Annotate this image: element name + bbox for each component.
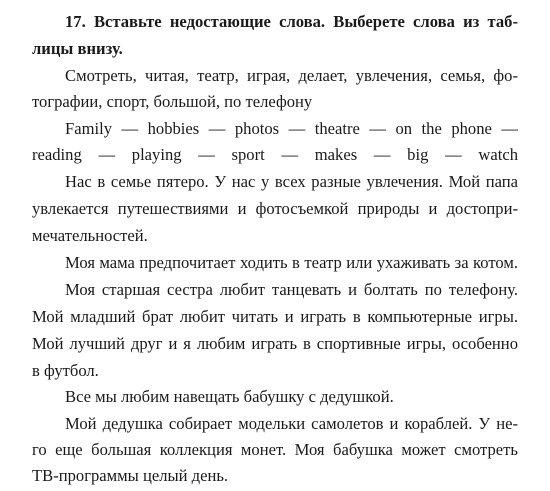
- text-line-6: Мой младший брат любит читать и играть в компьютерные игры.: [32, 307, 518, 326]
- exercise-heading-line-1: 17. Вставьте недостающие слова. Выберете слова из таб-: [65, 12, 518, 31]
- word-bank-en-line-2: reading — playing — sport — makes — big — watch: [32, 145, 518, 164]
- text-line-11: го еще большая коллекция монет. Моя бабушка может смотреть: [32, 440, 518, 459]
- text-line-2: увлекается путешествиями и фотосъемкой природы и достопри-: [32, 199, 518, 218]
- text-line-9: Все мы любим навещать бабушку с дедушкой.: [65, 387, 394, 406]
- text-line-8: в футбол.: [32, 361, 99, 380]
- text-line-1: Нас в семье пятеро. У нас у всех разные увлечения. Мой папа: [65, 172, 518, 191]
- word-bank-ru-line-2: тографии, спорт, большой, по телефону: [32, 92, 313, 111]
- exercise-heading-line-2: лицы внизу.: [32, 39, 123, 58]
- text-line-10: Мой дедушка собирает модельки самолетов и кораблей. У не-: [65, 414, 518, 433]
- word-bank-ru-line-1: Смотреть, читая, театр, играя, делает, увлечения, семья, фо-: [65, 66, 518, 85]
- text-line-5: Моя старшая сестра любит танцевать и болтать по телефону.: [65, 280, 518, 299]
- text-line-12: ТВ-программы целый день.: [32, 466, 229, 485]
- word-bank-en-line-1: Family — hobbies — photos — theatre — on the phone —: [65, 119, 518, 138]
- text-line-3: мечательностей.: [32, 226, 148, 245]
- text-line-7: Мой лучший друг и я любим играть в спортивные игры, особенно: [32, 334, 518, 353]
- text-line-4: Моя мама предпочитает ходить в театр или ухаживать за котом.: [65, 253, 518, 272]
